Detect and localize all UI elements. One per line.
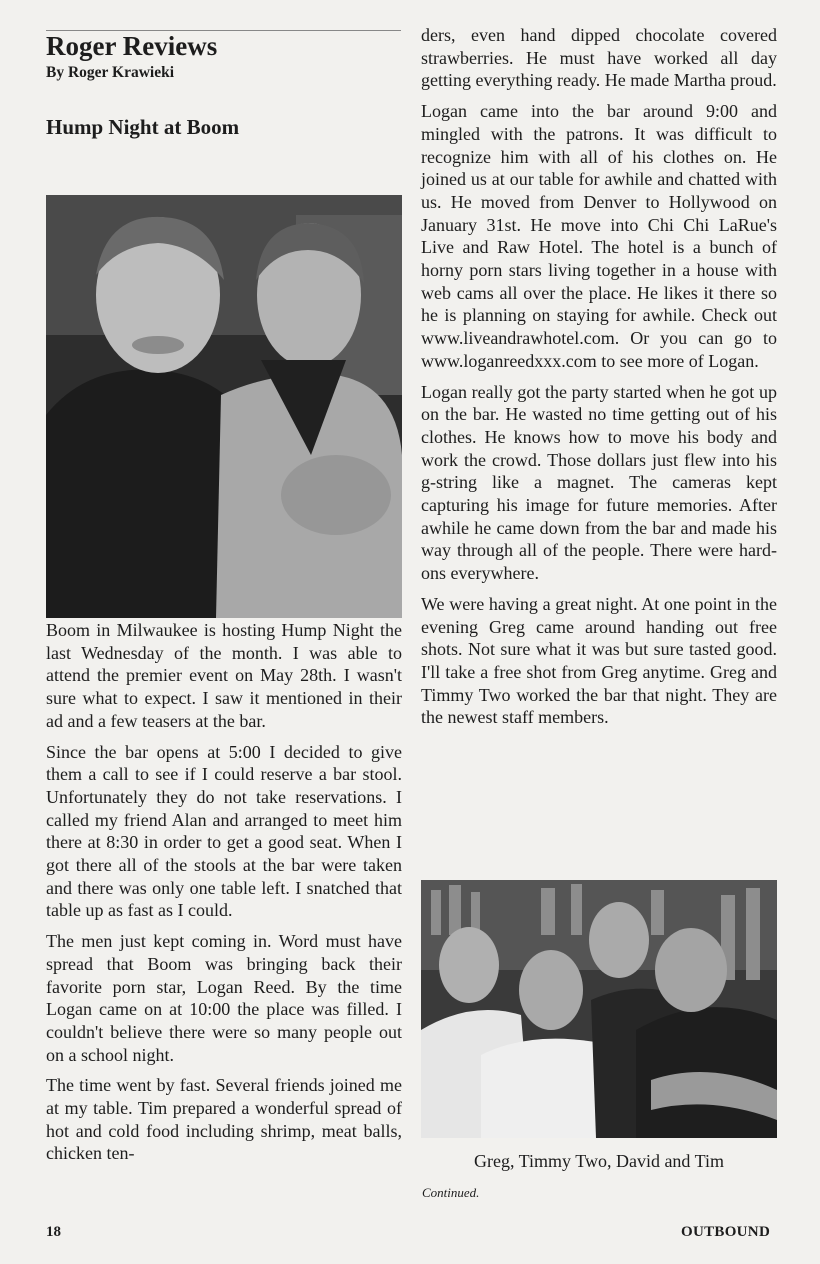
left-column-text [46,619,402,1173]
publication-name: OUTBOUND [681,1224,771,1240]
photo-caption: Greg, Timmy Two, David and Tim [474,1151,724,1171]
column-title: Roger Reviews [46,31,218,61]
paragraph: Boom in Milwaukee is hosting Hump Night the last Wednesday of the month. I was able to attend the premier event on May 28th. I wasn't sure what to expect. I saw it mentioned in their ad and a few teasers at the bar. [46,620,402,731]
continued-label: Continued. [422,1185,480,1200]
paragraph: ders, even hand dipped chocolate covered strawberries. He must have worked all day getting everything ready. He made Martha proud. [421,25,777,91]
paragraph: Since the bar opens at 5:00 I decided to give them a call to see if I could reserve a bar stool. Unfortunately they do not take reservations. I called my friend Alan and arranged to meet him there at 8:30 in order to get a good seat. When I got there all of the stools at the bar were taken and there was only one table left. I snatched that table up as fast as I could. [46,741,402,921]
photo-two-men [46,195,402,618]
paragraph: Logan came into the bar around 9:00 and mingled with the patrons. It was difficult to recognize him with all of his clothes on. He joined us at our table for awhile and chatted with us. He moved from Denver to Hollywood on January 31st. He move into Chi Chi LaRue's Live and Raw Hotel. The hotel is a bunch of horny porn stars living together in a house with web cams all over the place. He likes it there so he is planning on staying for awhile. Check out www.liveandrawhotel.com. Or you can go to www.loganreedxxx.com to see more of Logan. [421,101,777,371]
paragraph: The men just kept coming in. Word must have spread that Boom was bringing back their favorite porn star, Logan Reed. By the time Logan came on at 10:00 the place was filled. I couldn't believe there were so many people out on a school night. [46,931,402,1065]
right-column-text [421,24,777,737]
paragraph: Logan really got the party started when he got up on the bar. He wasted no time getting out of his clothes. He knows how to move his body and work the crowd. Those dollars just flew into his g-string like a magnet. The cameras kept capturing his image for future memories. After awhile he came down from the bar and made his way through all of the people. There were hard-ons everywhere. [421,381,777,584]
paragraph: We were having a great night. At one point in the evening Greg came around handing out free shots. Not sure what it was but sure tasted good. I'll take a free shot from Greg anytime. Greg and Timmy Two worked the bar that night. They are the newest staff members. [421,593,777,728]
page-number: 18 [46,1224,61,1240]
article-headline: Hump Night at Boom [46,115,240,139]
byline: By Roger Krawieki [46,64,175,81]
paragraph: The time went by fast. Several friends joined me at my table. Tim prepared a wonderful spread of hot and cold food including shrimp, meat balls, chicken ten- [46,1075,402,1164]
photo-four-men [421,880,777,1138]
